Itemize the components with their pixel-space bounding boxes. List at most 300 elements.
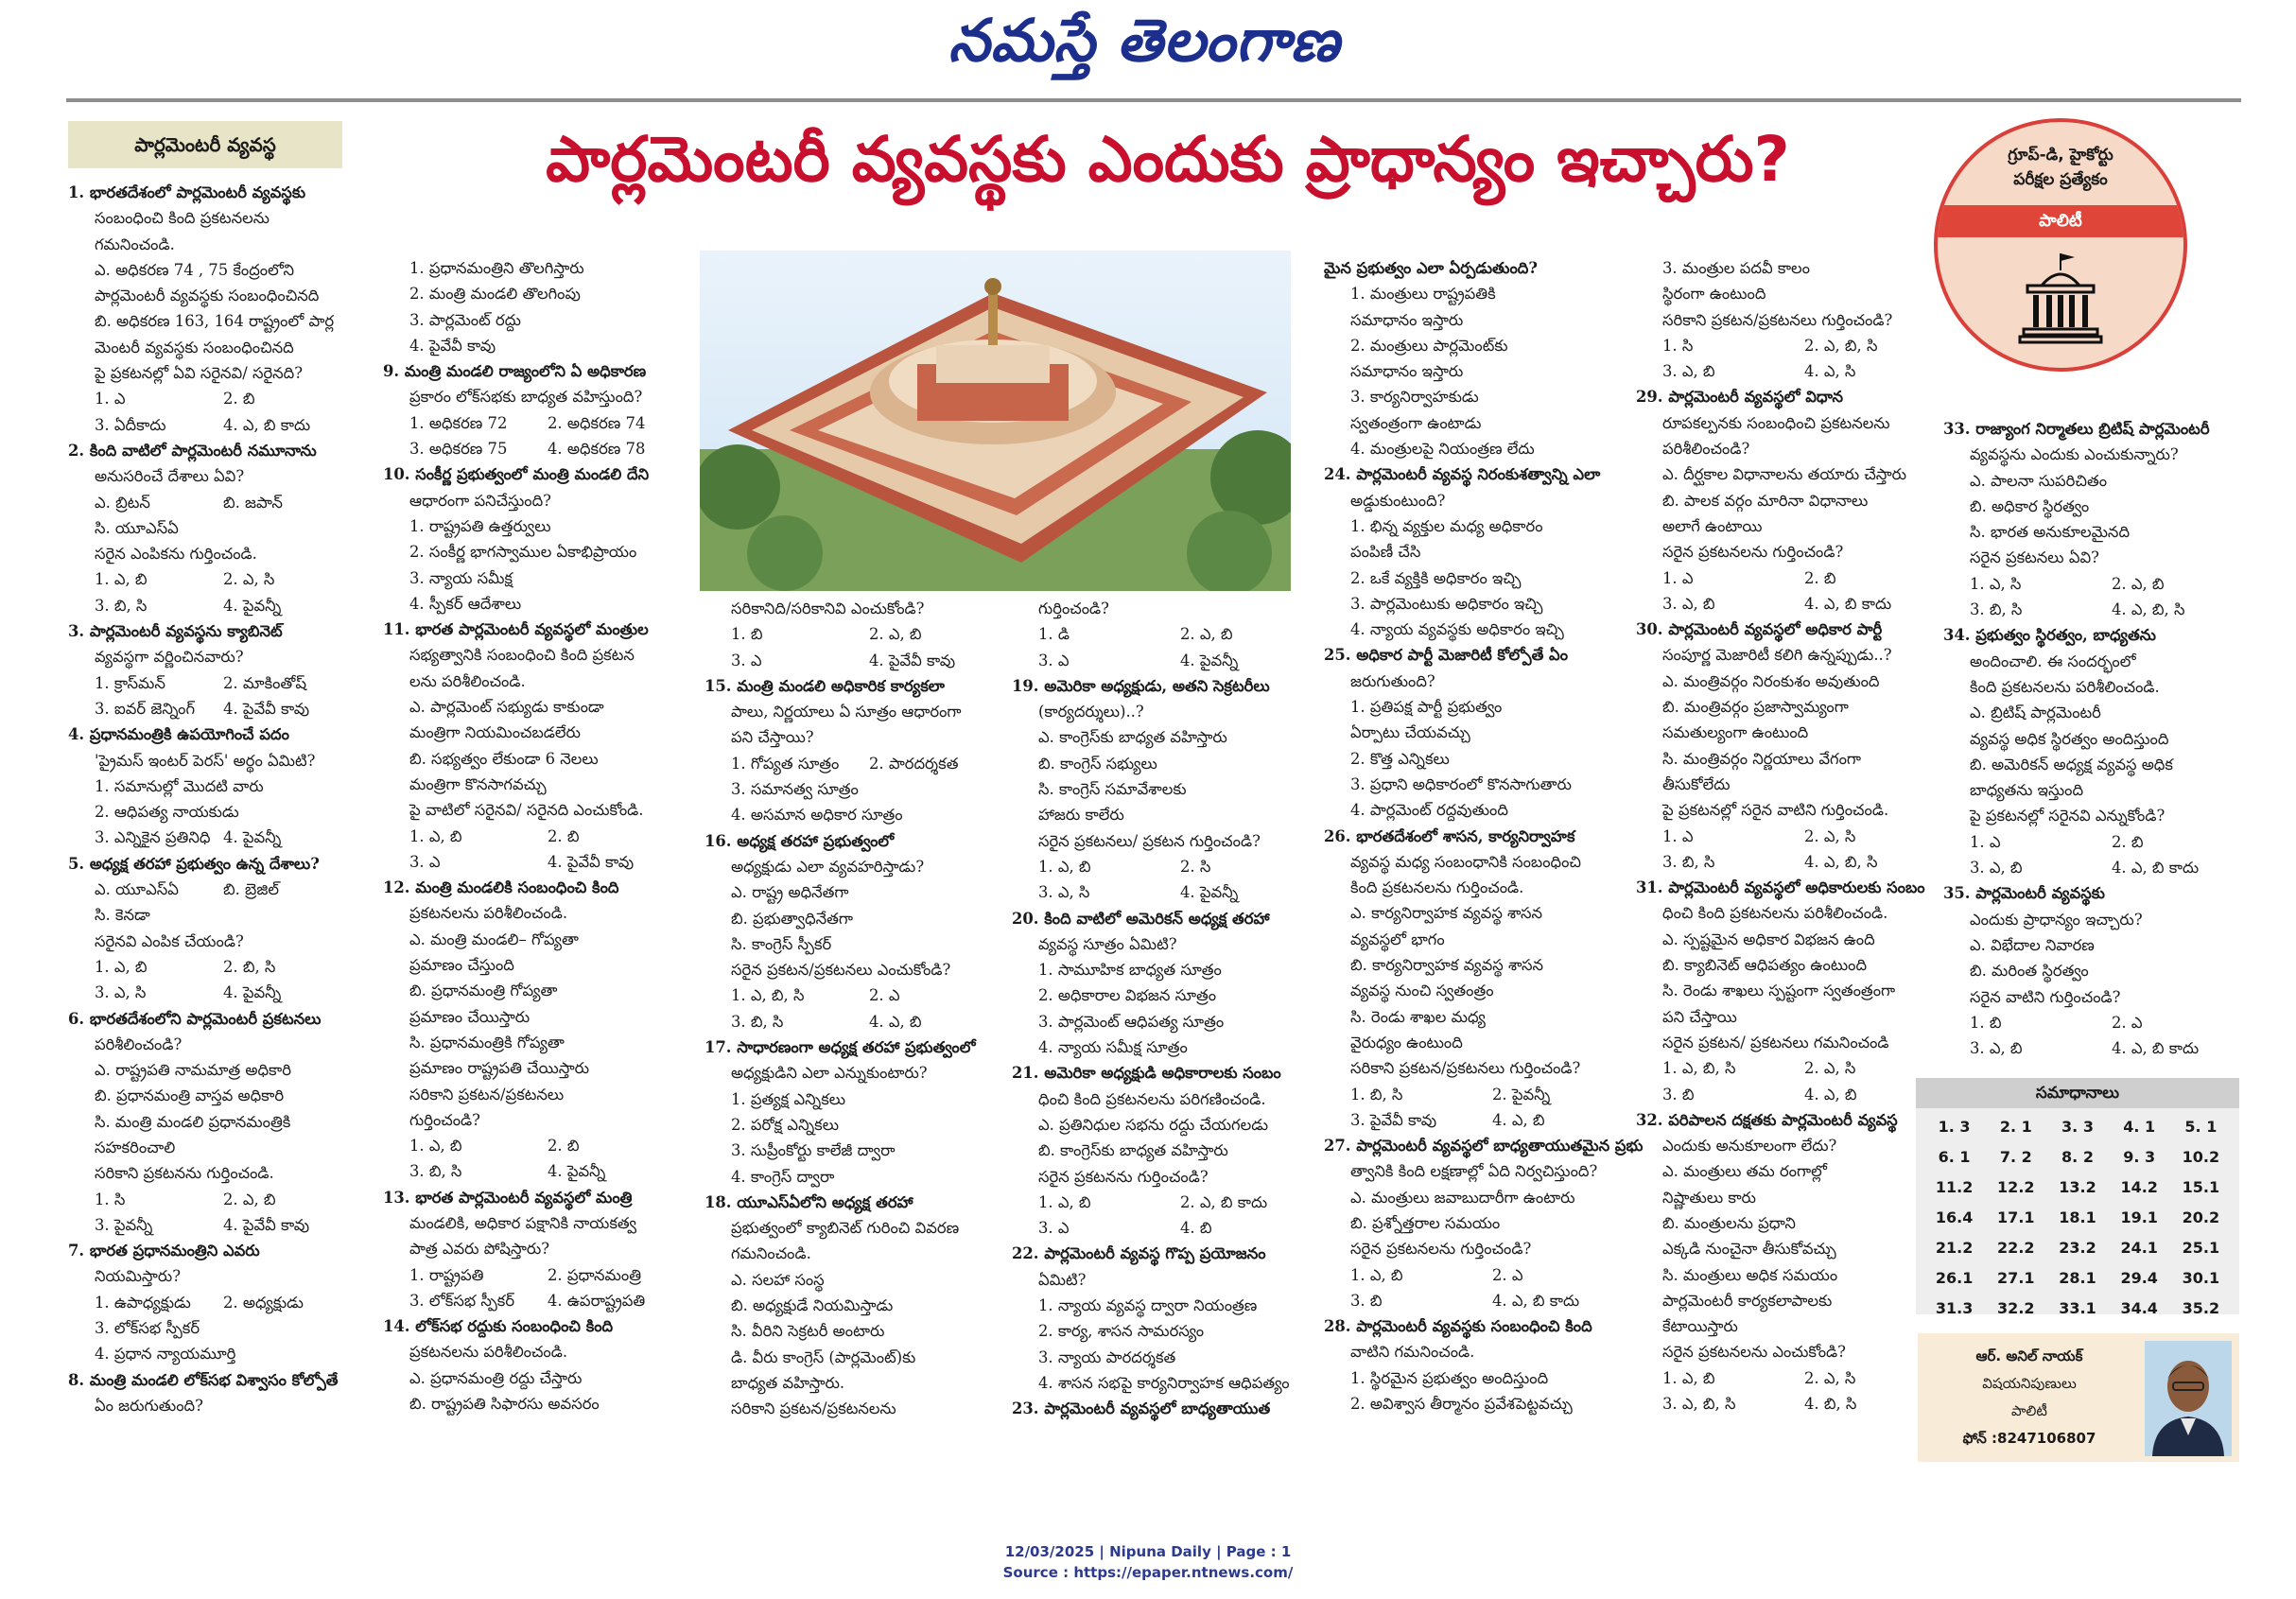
option-row <box>1324 1262 1636 1288</box>
option-row <box>1943 855 2255 880</box>
option-row <box>1636 1365 1948 1391</box>
option-a: 1. ఎ <box>1970 832 2001 851</box>
author-portrait <box>2145 1341 2232 1456</box>
question-line: సరికాని ప్రకటన/ప్రకటనలు గుర్తించండి? <box>1350 1059 1581 1078</box>
question-line: సి. మంత్రి మండలి ప్రధానమంత్రికి <box>95 1112 291 1131</box>
question-line: బి. ప్రభుత్వాధినేతగా <box>731 909 854 928</box>
option-row <box>1943 1035 2255 1061</box>
question-line: పై వాటిలో సరైనవి/ సరైనది ఎంచుకోండి. <box>409 801 644 820</box>
question-line: బి. అమెరికన్‌ అధ్యక్ష వ్యవస్థ అధిక <box>1970 755 2173 773</box>
question-line: బి. సభ్యత్వం లేకుండా 6 నెలలు <box>409 749 599 768</box>
answer-item: 20.2 <box>2182 1208 2220 1226</box>
question-text: 35. పార్లమెంటరీ వ్యవస్థకు <box>1943 884 2105 903</box>
option-row <box>1324 1288 1636 1313</box>
option-a: 3. ఎన్నికైన ప్రతినిధి <box>95 828 211 847</box>
option-row <box>68 877 352 902</box>
option-row <box>1943 571 2255 597</box>
question-line: బి. ప్రశ్నోత్తరాల సమయం <box>1350 1213 1501 1232</box>
answer-item: 9. 3 <box>2123 1148 2156 1166</box>
question-line: ప్రమాణం చేయిస్తారు <box>409 1007 531 1026</box>
option-b: 4. బి, సి <box>1804 1395 1857 1414</box>
question-line: ఎ. పాలనా సుపరిచితం <box>1970 471 2108 490</box>
question-line: అనుసరించే దేశాలు ఏవి? <box>95 467 245 486</box>
answer-item: 21.2 <box>1935 1239 1974 1257</box>
question-line: గమనించండి. <box>95 235 175 253</box>
question-line: వ్యవస్థ మధ్య సంబంధానికి సంబంధించి <box>1350 852 1581 871</box>
parliament-illustration <box>700 251 1291 591</box>
question-line: ఏం జరుగుతుంది? <box>95 1396 203 1415</box>
question-line: వ్యవస్థ అధిక స్థిరత్వం అందిస్తుంది <box>1970 729 2169 748</box>
question-text: 24. పార్లమెంటరీ వ్యవస్థ నిరంకుశత్వాన్ని ఎలా <box>1324 465 1601 484</box>
option-b: 4. పైవన్నీ <box>548 1162 606 1181</box>
question-line: ఆధారంగా పనిచేస్తుంది? <box>409 491 551 510</box>
question-line: సమతుల్యంగా ఉంటుంది <box>1662 723 1809 742</box>
question-line: 3. లోక్‌సభ స్పీకర్‌ <box>95 1319 200 1338</box>
question-line: అధ్యక్షుడిని ఎలా ఎన్నుకుంటారు? <box>731 1064 928 1083</box>
question-line: 'ప్రైమస్‌ ఇంటర్‌ పెరస్‌' అర్థం ఏమిటి? <box>95 751 316 770</box>
option-row <box>1636 849 1948 875</box>
question-text: 32. పరిపాలన దక్షతకు పార్లమెంటరీ వ్యవస్థ <box>1636 1110 1898 1129</box>
question-line: సరికాని ప్రకటన/ప్రకటనలను <box>731 1399 896 1418</box>
question-line: సరికాని ప్రకటనను గుర్తించండి. <box>95 1164 274 1183</box>
badge-text <box>1938 143 2183 192</box>
option-b: 2. బి <box>548 826 580 845</box>
headline: పార్లమెంటరీ వ్యవస్థకు ఎందుకు ప్రాధాన్యం ఇచ్చారు? <box>546 123 1790 196</box>
option-b: బి. జపాన్‌ <box>223 493 283 512</box>
question-text: 23. పార్లమెంటరీ వ్యవస్థలో బాధ్యతాయుత <box>1012 1399 1271 1418</box>
question-line: పరిశీలించండి? <box>1662 440 1750 459</box>
question-line: బి. మంత్రులను ప్రధాని <box>1662 1213 1796 1232</box>
question-line: పార్లమెంటరీ వ్యవస్థకు సంబంధించినది <box>95 287 320 305</box>
answer-item: 2. 1 <box>1999 1118 2032 1136</box>
question-line: 3. మంత్రుల పదవీ కాలం <box>1662 259 1810 277</box>
question-line: జరుగుతుంది? <box>1350 671 1435 690</box>
option-b: 2. ఎ, బి కాదు <box>1180 1192 1268 1211</box>
option-row <box>383 410 686 436</box>
question-line: సరైన ప్రకటన/ ప్రకటనలు గమనించండి <box>1662 1033 1889 1052</box>
question-line: బి. కాంగ్రెస్‌కు బాధ్యత వహిస్తారు <box>1038 1141 1228 1160</box>
option-a: 3. ఎ, సి <box>95 983 147 1002</box>
question-line: 3. న్యాయ సమీక్ష <box>409 568 513 587</box>
question-text: 30. పార్లమెంటరీ వ్యవస్థలో అధికార పార్టీ <box>1636 620 1883 639</box>
option-b: 2. అధ్యక్షుడు <box>223 1293 304 1312</box>
option-row <box>68 593 352 618</box>
question-line: సరైన వాటిని గుర్తించండి? <box>1970 987 2121 1006</box>
question-line: సరైన ప్రకటనలు ఏవి? <box>1970 548 2099 567</box>
answer-item: 7. 2 <box>1999 1148 2032 1166</box>
question-text: 17. సాధారణంగా అధ్యక్ష తరహా ప్రభుత్వంలో <box>704 1038 976 1057</box>
question-line: వైరుధ్యం ఉంటుంది <box>1350 1033 1463 1052</box>
answer-item: 3. 3 <box>2061 1118 2094 1136</box>
option-b: 2. పైవన్నీ <box>1492 1085 1551 1104</box>
option-row <box>68 980 352 1005</box>
question-line: ఎ. మంత్రివర్గం నిరంకుశం అవుతుంది <box>1662 671 1880 690</box>
question-text: 14. లోక్‌సభ రద్దుకు సంబంధించి కింది <box>383 1317 614 1336</box>
answer-key-grid <box>1916 1108 2239 1328</box>
author-subject: పాలిటీ <box>2010 1402 2048 1419</box>
answer-item: 1. 3 <box>1938 1118 1971 1136</box>
question-text: 6. భారతదేశంలోని పార్లమెంటరీ ప్రకటనలు <box>68 1009 322 1028</box>
question-line: పై ప్రకటనల్లో సరైనవి ఎన్నుకోండి? <box>1970 807 2166 826</box>
question-line: రూపకల్పనకు సంబంధించి ప్రకటనలను <box>1662 413 1890 432</box>
option-b: 4. ఎ, సి <box>1804 362 1856 381</box>
question-line: వ్యవస్థలో భాగం <box>1350 930 1445 948</box>
question-line: 1. సామూహిక బాధ్యత సూత్రం <box>1038 961 1222 980</box>
option-b: 2. పారదర్శకత <box>869 754 959 773</box>
question-line: 1. ప్రతిపక్ష పార్టీ ప్రభుత్వం <box>1350 698 1503 717</box>
option-b: 2. మాకింతోష్‌ <box>223 673 307 692</box>
question-line: బి. అధికరణ 163, 164 రాష్ట్రంలో పార్ల <box>95 312 335 331</box>
parliament-building-icon <box>2018 250 2103 344</box>
question-line: 4. శాసన సభపై కార్యనిర్వాహక ఆధిపత్యం <box>1038 1373 1290 1392</box>
option-row <box>704 648 1007 673</box>
question-text: 3. పార్లమెంటరీ వ్యవస్థను క్యాబినెట్‌ <box>68 622 283 641</box>
option-a: 1. ఎ, బి <box>409 826 462 845</box>
question-line: సి. రెండు శాఖలు స్పష్టంగా స్వతంత్రంగా <box>1662 982 1896 1000</box>
question-text: 11. భారత పార్లమెంటరీ వ్యవస్థలో మంత్రుల <box>383 620 649 639</box>
question-line: ప్రమాణం చేస్తుంది <box>409 956 514 975</box>
question-line: గుర్తించండి? <box>409 1110 480 1129</box>
option-row <box>704 1009 1007 1034</box>
option-b: 2. ఎ, సి <box>223 570 275 589</box>
question-line: 2. సంకీర్ణ భాగస్వాముల ఏకాభిప్రాయం <box>409 543 637 562</box>
option-a: 3. బి, సి <box>1662 852 1715 871</box>
question-line: తీసుకోలేదు <box>1662 774 1731 793</box>
option-a: 1. ఎ <box>1662 568 1694 587</box>
author-phone: ఫోన్‌ :8247106807 <box>1962 1430 2096 1447</box>
answer-item: 14.2 <box>2120 1178 2158 1196</box>
question-line: సరికాని ప్రకటన/ప్రకటనలు గుర్తించండి? <box>1662 310 1893 329</box>
option-row <box>704 751 1007 776</box>
question-text: 16. అధ్యక్ష తరహా ప్రభుత్వంలో <box>704 831 895 850</box>
column-1 <box>68 180 352 1418</box>
option-b: 2. ఎ, బి, సి <box>1804 336 1878 355</box>
option-a: 1. గోప్యత సూత్రం <box>731 754 840 773</box>
column-6 <box>1636 255 1948 1417</box>
question-text: 34. ప్రభుత్వం స్థిరత్వం, బాధ్యతను <box>1943 626 2156 645</box>
question-line: సంబంధించి కింది ప్రకటనలను <box>95 209 270 228</box>
option-b: 4. ఉపరాష్ట్రపతి <box>548 1291 646 1310</box>
question-text: 1. భారతదేశంలో పార్లమెంటరీ వ్యవస్థకు <box>68 183 306 201</box>
option-b: 4. పైవేవీ కావు <box>869 651 956 669</box>
option-a: 1. ఎ, సి <box>1970 574 2022 593</box>
masthead-title: నమస్తే తెలంగాణ <box>948 6 1341 75</box>
option-b: 2. ఎ, బి <box>223 1190 276 1208</box>
question-line: 2. కార్య, శాసన సామరస్యం <box>1038 1322 1205 1341</box>
answer-item: 12.2 <box>1997 1178 2035 1196</box>
question-line: ఎ. ప్రతినిధుల సభను రద్దు చేయగలడు <box>1038 1115 1268 1134</box>
question-text: 9. మంత్రి మండలి రాజ్యంలోని ఏ అధికారణ <box>383 362 647 381</box>
option-row <box>1943 829 2255 855</box>
option-a: 3. బి <box>1350 1291 1383 1310</box>
question-line: సరికాని ప్రకటన/ప్రకటనలు <box>409 1085 565 1104</box>
question-text: 20. కింది వాటిలో అమెరికన్‌ అధ్యక్ష తరహా <box>1012 909 1270 928</box>
option-b: 2. బి <box>223 390 255 408</box>
option-b: 4. ఎ, బి కాదు <box>1804 594 1892 613</box>
answer-item: 28.1 <box>2059 1269 2096 1287</box>
question-line: ఎ. కాంగ్రెస్‌కు బాధ్యత వహిస్తారు <box>1038 728 1227 747</box>
option-row <box>68 386 352 411</box>
question-line: బి. ప్రధానమంత్రి వాస్తవ అధికారి <box>95 1086 285 1105</box>
answer-item: 25.1 <box>2182 1239 2220 1257</box>
option-b: 4. ఎ, బి <box>1804 1085 1857 1104</box>
question-line: ఎ. మంత్రులు తమ రంగాల్లో <box>1662 1162 1827 1181</box>
answer-item: 13.2 <box>2059 1178 2096 1196</box>
question-text: 13. భారత పార్లమెంటరీ వ్యవస్థలో మంత్రి <box>383 1188 633 1207</box>
question-line: మంత్రిగా నియమించబడలేరు <box>409 723 581 742</box>
question-line: 1. స్థిరమైన ప్రభుత్వం అందిస్తుంది <box>1350 1368 1549 1387</box>
option-b: 2. ఎ <box>1492 1265 1523 1284</box>
question-line: ఎందుకు ప్రాధాన్యం ఇచ్చారు? <box>1970 910 2143 929</box>
question-text: 15. మంత్రి మండలి అధికారిక కార్యకలా <box>704 676 945 695</box>
option-b: 4. పైవన్నీ <box>1180 651 1239 669</box>
option-b: 4. అధికరణ 78 <box>548 440 646 459</box>
question-line: (కార్యదర్శులు)..? <box>1038 703 1144 721</box>
question-line: సరైన ప్రకటన/ప్రకటనలు ఎంచుకోండి? <box>731 961 951 980</box>
question-text: 19. అమెరికా అధ్యక్షుడు, అతని సెక్రటరీలు <box>1012 676 1270 695</box>
option-a: 3. అధికరణ 75 <box>409 440 508 459</box>
question-line: బి. ప్రధానమంత్రి గోప్యతా <box>409 982 558 1000</box>
option-row <box>1324 1082 1636 1107</box>
option-a: 1. రాష్ట్రపతి <box>409 1265 484 1284</box>
question-line: సి. కాంగ్రెస్‌ స్పీకర్‌ <box>731 934 832 953</box>
option-a: 3. బి, సి <box>95 596 148 615</box>
option-b: 2. అధికరణ 74 <box>548 413 646 432</box>
footer-date-line: 12/03/2025 | Nipuna Daily | Page : 1 <box>1004 1543 1292 1560</box>
column-5 <box>1324 255 1644 1417</box>
option-row <box>1636 824 1948 849</box>
option-row <box>1636 1055 1948 1081</box>
option-a: 3. ఎ <box>1038 1219 1070 1238</box>
question-line: డి. వీరు కాంగ్రెస్‌ (పార్లమెంట్‌)కు <box>731 1347 916 1366</box>
option-row <box>383 436 686 461</box>
question-line: ప్రకటనలను పరిశీలించండి. <box>409 904 568 923</box>
answer-item: 5. 1 <box>2184 1118 2218 1136</box>
option-b: 4. ఎ, బి కాదు <box>223 415 311 434</box>
option-b: 2. ప్రధానమంత్రి <box>548 1265 642 1284</box>
option-b: 2. ఎ, బి <box>1180 625 1233 644</box>
question-line: అధ్యక్షుడు ఎలా వ్యవహరిస్తాడు? <box>731 857 925 876</box>
option-b: 4. పైవన్నీ <box>223 828 282 847</box>
option-b: 4. పైవన్నీ <box>223 596 282 615</box>
answer-item: 4. 1 <box>2123 1118 2156 1136</box>
option-b: 2. బి <box>2112 832 2144 851</box>
option-a: 1. ఎ <box>1662 826 1694 845</box>
option-a: 3. పైవన్నీ <box>95 1215 153 1234</box>
question-line: 2. పరోక్ష ఎన్నికలు <box>731 1115 840 1134</box>
option-a: 3. బి, సి <box>731 1012 784 1031</box>
question-line: అందించాలి. ఈ సందర్భంలో <box>1970 652 2136 670</box>
question-text: 4. ప్రధానమంత్రికి ఉపయోగించే పదం <box>68 725 289 744</box>
question-line: బాధ్యతను ఇస్తుంది <box>1970 781 2084 800</box>
option-b: 4. బి <box>1180 1219 1212 1238</box>
option-a: 3. ఎ, బి, సి <box>1662 1395 1736 1414</box>
author-name: ఆర్‌. అనిల్‌ నాయక్‌ <box>1975 1347 2083 1364</box>
option-b: 4. ఎ, బి, సి <box>1804 852 1878 871</box>
question-line: 4. పార్లమెంట్‌ రద్దవుతుంది <box>1350 801 1508 820</box>
option-a: 1. బి, సి <box>1350 1085 1403 1104</box>
question-text: 25. అధికార పార్టీ మెజారిటీ కోల్పోతే ఏం <box>1324 646 1569 665</box>
option-a: 3. బి <box>1662 1085 1695 1104</box>
question-line: ఎ. సలహా సంస్థ <box>731 1270 825 1289</box>
answer-item: 30.1 <box>2182 1269 2220 1287</box>
parliament-photo <box>700 251 1291 591</box>
option-row <box>383 1262 686 1288</box>
question-line: 3. పార్లమెంట్‌ రద్దు <box>409 310 521 329</box>
option-row <box>383 1288 686 1313</box>
question-line: 2. అధికారాల విభజన సూత్రం <box>1038 986 1217 1005</box>
question-line: వ్యవస్థగా వర్ణించినవారు? <box>95 648 244 667</box>
option-row <box>704 982 1007 1008</box>
option-a: 1. ఎ <box>95 390 126 408</box>
option-a: 1. ఎ, బి, సి <box>1662 1059 1736 1078</box>
question-line: వ్యవస్థను ఎందుకు ఎంచుకున్నారు? <box>1970 445 2179 464</box>
option-a: 1. ఎ, బి <box>95 570 148 589</box>
question-line: 1. భిన్న వ్యక్తుల మధ్య అధికారం <box>1350 516 1543 535</box>
page-footer <box>0 1541 2296 1583</box>
question-line: 1. రాష్ట్రపతి ఉత్తర్వులు <box>409 516 551 535</box>
option-row <box>68 1290 352 1315</box>
question-line: వాటిని గమనించండి. <box>1350 1343 1475 1362</box>
question-text: 26. భారతదేశంలో శాసన, కార్యనిర్వాహక <box>1324 826 1575 845</box>
question-line: 2. ఆధిపత్య నాయకుడు <box>95 803 239 822</box>
option-row <box>1943 597 2255 622</box>
question-line: 3. పార్లమెంటుకు అధికారం ఇచ్చి <box>1350 594 1543 613</box>
option-a: ఎ. యూఎస్‌ఏ <box>95 880 179 899</box>
option-a: 3. లోక్‌సభ స్పీకర్‌ <box>409 1291 515 1310</box>
question-text: మైన ప్రభుత్వం ఎలా ఏర్పడుతుంది? <box>1324 259 1538 277</box>
question-line: 4. న్యాయ వ్యవస్థకు అధికారం ఇచ్చి <box>1350 620 1564 639</box>
question-line: అలాగే ఉంటాయి <box>1662 516 1763 535</box>
question-text: 29. పార్లమెంటరీ వ్యవస్థలో విధాన <box>1636 388 1843 407</box>
answer-item: 19.1 <box>2120 1208 2158 1226</box>
question-text: 21. అమెరికా అధ్యక్షుడి అధికారాలకు సంబం <box>1012 1064 1281 1083</box>
question-line: వ్యవస్థ సూత్రం ఏమిటి? <box>1038 934 1177 953</box>
option-a: 1. క్రాస్‌మన్‌ <box>95 673 165 692</box>
question-line: 3. సమానత్వ సూత్రం <box>731 780 859 799</box>
section-label: పార్లమెంటరీ వ్యవస్థ <box>68 121 342 168</box>
question-line: స్థిరంగా ఉంటుంది <box>1662 285 1766 304</box>
option-a: 3. ఎ <box>731 651 762 669</box>
question-line: గమనించండి. <box>731 1244 811 1263</box>
question-line: సి. కెనడా <box>95 906 150 925</box>
option-row <box>1324 1107 1636 1133</box>
question-line: పని చేస్తాయి <box>1662 1007 1737 1026</box>
masthead <box>0 0 2296 95</box>
question-line: ప్రకటనలను పరిశీలించండి. <box>409 1343 568 1362</box>
option-b: 2. ఎ, సి <box>1804 1059 1856 1078</box>
question-text: 8. మంత్రి మండలి లోక్‌సభ విశ్వాసం కోల్పోతే <box>68 1370 339 1389</box>
answer-item: 16.4 <box>1935 1208 1974 1226</box>
answer-key-title: సమాధానాలు <box>1916 1078 2239 1108</box>
question-line: బి. పాలక వర్గం మారినా విధానాలు <box>1662 491 1869 510</box>
question-line: 2. కొత్త ఎన్నికలు <box>1350 749 1450 768</box>
question-line: 1. న్యాయ వ్యవస్థ ద్వారా నియంత్రణ <box>1038 1296 1258 1315</box>
question-line: సి. వీరిని సెక్రటరీ అంటారు <box>731 1322 885 1341</box>
option-row <box>68 1212 352 1238</box>
question-text: 27. పార్లమెంటరీ వ్యవస్థలో బాధ్యతాయుతమైన ప్రభు <box>1324 1137 1644 1156</box>
question-line: సి. ప్రధానమంత్రికి గోప్యతా <box>409 1033 565 1052</box>
question-line: 3. కార్యనిర్వాహకుడు <box>1350 388 1479 407</box>
question-line: ఎ. దీర్ఘకాల విధానాలను తయారు చేస్తారు <box>1662 465 1907 484</box>
option-a: 3. ఎ, బి <box>1662 594 1715 613</box>
question-line: మెంటరీ వ్యవస్థకు సంబంధించినది <box>95 338 294 356</box>
question-line: 4. న్యాయ సమీక్ష సూత్రం <box>1038 1038 1188 1057</box>
option-row <box>383 1133 686 1158</box>
answer-item: 11.2 <box>1935 1178 1974 1196</box>
badge-band: పాలిటీ <box>1938 205 2183 237</box>
option-a: 1. బి <box>1970 1013 2002 1032</box>
option-a: 3. ఎ, బి <box>1970 1039 2023 1058</box>
question-line: బి. కార్యనిర్వాహక వ్యవస్థ శాసన <box>1350 956 1543 975</box>
question-line: 1. ప్రధానమంత్రిని తొలగిస్తారు <box>409 259 584 277</box>
option-row <box>68 490 352 515</box>
option-row <box>1012 1190 1324 1215</box>
option-row <box>383 849 686 875</box>
question-line: బి. మరింత స్థిరత్వం <box>1970 962 2089 981</box>
option-b: బి. బ్రెజిల్‌ <box>223 880 279 899</box>
option-row <box>1012 854 1324 879</box>
question-line: ఎ. ప్రధానమంత్రి రద్దు చేస్తారు <box>409 1368 583 1387</box>
question-line: 2. మంత్రులు పార్లమెంట్‌కు <box>1350 336 1508 355</box>
option-b: 4. ఎ, బి <box>1492 1110 1545 1129</box>
option-a: 3. ఎ, బి <box>1970 859 2023 878</box>
option-a: 1. సి <box>1662 336 1694 355</box>
question-line: బాధ్యత వహిస్తారు. <box>731 1373 845 1392</box>
option-row <box>68 954 352 980</box>
answer-item: 22.2 <box>1997 1239 2035 1257</box>
question-line: 4. అసమాన అధికార సూత్రం <box>731 806 903 825</box>
option-a: 1. ఎ, బి <box>1038 1192 1091 1211</box>
option-a: 3. ఎ <box>1038 651 1070 669</box>
question-line: నిష్ణాతులు కారు <box>1662 1188 1756 1207</box>
question-line: పని చేస్తాయి? <box>731 728 814 747</box>
question-line: త్వానికి కింది లక్షణాల్లో ఏది నిర్వచిస్తుంది? <box>1350 1162 1598 1181</box>
question-line: 2. మంత్రి మండలి తొలగింపు <box>409 285 581 304</box>
question-line: పై ప్రకటనల్లో సరైన వాటిని గుర్తించండి. <box>1662 801 1889 820</box>
question-line: ప్రమాణం రాష్ట్రపతి చేయిస్తారు <box>409 1059 589 1078</box>
question-line: సరైన ప్రకటనను గుర్తించండి? <box>1038 1167 1209 1186</box>
option-b: 4. ఎ, బి <box>869 1012 922 1031</box>
option-b: 4. ఎ, బి, సి <box>2112 600 2185 619</box>
question-line: బి. అధికార స్థిరత్వం <box>1970 496 2090 515</box>
question-line: సి. యూఎస్‌ఏ <box>95 518 179 537</box>
question-line: సమాధానం ఇస్తారు <box>1350 310 1464 329</box>
option-row <box>1636 1082 1948 1107</box>
question-line: ఎ. కార్యనిర్వాహక వ్యవస్థ శాసన <box>1350 904 1543 923</box>
question-line: ఏర్పాటు చేయవచ్చు <box>1350 723 1470 742</box>
option-a: 3. ఎ <box>409 852 441 871</box>
question-line: 1. ప్రత్యక్ష ఎన్నికలు <box>731 1089 846 1108</box>
author-photo <box>2145 1341 2232 1456</box>
option-a: 3. ఐవర్‌ జెన్నింగ్‌ <box>95 699 196 718</box>
question-line: బి. కాంగ్రెస్‌ సభ్యులు <box>1038 754 1157 773</box>
option-b: 2. బి, సి <box>223 957 276 976</box>
question-line: సరైనవి ఎంపిక చేయండి? <box>95 931 244 950</box>
question-line: బి. రాష్ట్రపతి సిఫారసు అవసరం <box>409 1395 600 1414</box>
question-text: 2. కింది వాటిలో పార్లమెంటరీ నమూనాను <box>68 441 317 460</box>
answer-item: 23.2 <box>2059 1239 2096 1257</box>
question-line: సరైన ప్రకటనలు/ ప్రకటన గుర్తించండి? <box>1038 831 1261 850</box>
question-line: సి. మంత్రివర్గం నిర్ణయాలు వేగంగా <box>1662 749 1861 768</box>
top-rule <box>66 98 2241 102</box>
option-a: 1. బి <box>731 625 763 644</box>
question-text: 12. మంత్రి మండలికి సంబంధించి కింది <box>383 878 619 897</box>
question-line: స్వతంత్రంగా ఉంటాడు <box>1350 413 1482 432</box>
question-line: ఎ. మంత్రి మండలి– గోప్యతా <box>409 930 579 948</box>
question-line: సరైన ప్రకటనలను గుర్తించండి? <box>1350 1240 1532 1259</box>
question-line: ఎ. పార్లమెంట్‌ సభ్యుడు కాకుండా <box>409 698 604 717</box>
